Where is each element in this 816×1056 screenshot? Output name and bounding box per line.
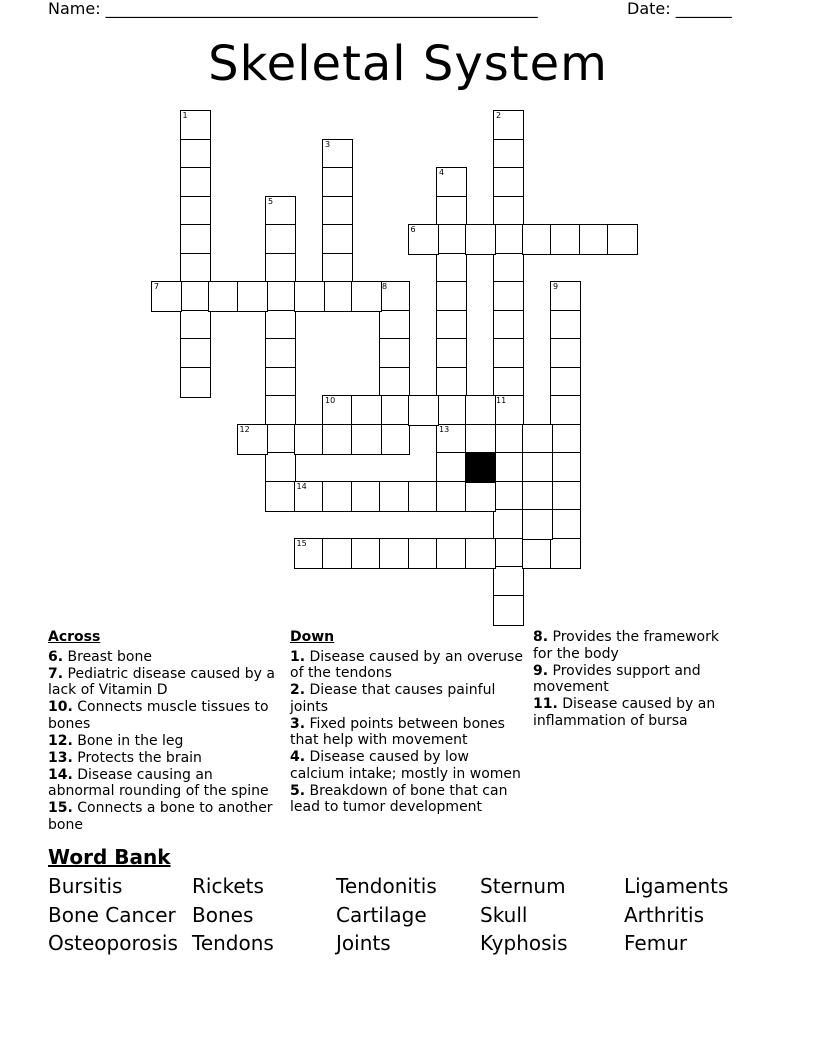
clue-number: 13 bbox=[439, 424, 450, 434]
crossword-cell[interactable] bbox=[351, 395, 382, 426]
crossword-cell[interactable] bbox=[351, 481, 382, 512]
crossword-cell[interactable] bbox=[436, 367, 467, 398]
word-bank-word: Joints bbox=[336, 931, 391, 955]
crossword-cell[interactable] bbox=[465, 395, 496, 426]
across-clue: 13. Protects the brain bbox=[48, 749, 202, 766]
crossword-cell[interactable] bbox=[379, 481, 410, 512]
crossword-cell[interactable] bbox=[550, 509, 581, 540]
crossword-cell[interactable] bbox=[607, 224, 638, 255]
crossword-cell[interactable] bbox=[493, 566, 524, 597]
crossword-cell[interactable] bbox=[493, 167, 524, 198]
crossword-cell[interactable] bbox=[436, 253, 467, 284]
crossword-cell[interactable] bbox=[180, 310, 211, 341]
clue-number: 9 bbox=[553, 282, 559, 291]
crossword-cell[interactable] bbox=[522, 509, 553, 540]
clue-number: 11 bbox=[496, 396, 507, 405]
down-clues-left bbox=[290, 629, 526, 816]
date-field-label: Date: _______ bbox=[627, 0, 732, 18]
crossword-cell[interactable] bbox=[265, 224, 296, 255]
crossword-cell[interactable] bbox=[436, 424, 467, 455]
clue-number: 7 bbox=[154, 282, 160, 291]
crossword-cell[interactable] bbox=[550, 224, 581, 255]
crossword-cell[interactable] bbox=[294, 481, 325, 512]
crossword-cell[interactable] bbox=[265, 281, 296, 312]
down-clue: 1. Disease caused by an overuse of the tendons bbox=[290, 648, 523, 681]
crossword-cell[interactable] bbox=[322, 139, 353, 170]
across-clue: 12. Bone in the leg bbox=[48, 732, 184, 749]
crossword-cell[interactable] bbox=[493, 538, 524, 569]
down-clue: 11. Disease caused by an inflammation of bursa bbox=[533, 696, 716, 729]
across-clue: 6. Breast bone bbox=[48, 648, 152, 665]
crossword-cell[interactable] bbox=[493, 452, 524, 483]
crossword-cell[interactable] bbox=[180, 224, 211, 255]
across-clues bbox=[48, 629, 280, 834]
crossword-cell[interactable] bbox=[436, 196, 467, 227]
crossword-cell[interactable] bbox=[180, 167, 211, 198]
crossword-cell[interactable] bbox=[408, 481, 439, 512]
down-clue: 3. Fixed points between bones that help with movement bbox=[290, 715, 505, 748]
crossword-cell[interactable] bbox=[180, 281, 211, 312]
word-bank-word: Femur bbox=[624, 931, 688, 955]
crossword-cell[interactable] bbox=[550, 424, 581, 455]
down-clues-right bbox=[533, 629, 733, 730]
down-clue: 5. Breakdown of bone that can lead to tumor development bbox=[290, 782, 508, 815]
crossword-cell[interactable] bbox=[465, 224, 496, 255]
word-bank-word: Sternum bbox=[480, 874, 566, 898]
crossword-cell[interactable] bbox=[493, 338, 524, 369]
crossword-cell[interactable] bbox=[379, 367, 410, 398]
crossword-cell[interactable] bbox=[322, 196, 353, 227]
word-bank-word: Tendons bbox=[192, 931, 274, 955]
crossword-cell[interactable] bbox=[550, 481, 581, 512]
crossword-cell[interactable] bbox=[436, 338, 467, 369]
word-bank-word: Osteoporosis bbox=[48, 931, 178, 955]
crossword-cell[interactable] bbox=[522, 538, 553, 569]
crossword-cell[interactable] bbox=[493, 509, 524, 540]
crossword-cell[interactable] bbox=[408, 395, 439, 426]
word-bank-word: Bone Cancer bbox=[48, 903, 176, 927]
crossword-cell[interactable] bbox=[322, 224, 353, 255]
crossword-cell[interactable] bbox=[522, 481, 553, 512]
crossword-cell[interactable] bbox=[436, 224, 467, 255]
crossword-cell[interactable] bbox=[265, 452, 296, 483]
crossword-cell[interactable] bbox=[436, 452, 467, 483]
word-bank-word: Arthritis bbox=[624, 903, 705, 927]
clue-number: 2 bbox=[496, 111, 502, 120]
down-clue: 2. Diease that causes painful joints bbox=[290, 682, 496, 715]
crossword-cell[interactable] bbox=[550, 452, 581, 483]
crossword-cell[interactable] bbox=[265, 253, 296, 284]
crossword-cell[interactable] bbox=[208, 281, 239, 312]
crossword-cell[interactable] bbox=[550, 538, 581, 569]
crossword-cell[interactable] bbox=[436, 395, 467, 426]
clue-number: 14 bbox=[296, 481, 307, 491]
crossword-cell[interactable] bbox=[436, 281, 467, 312]
crossword-cell[interactable] bbox=[265, 310, 296, 341]
crossword-cell[interactable] bbox=[436, 481, 467, 512]
crossword-cell[interactable] bbox=[408, 538, 439, 569]
crossword-cell[interactable] bbox=[237, 424, 268, 455]
crossword-cell[interactable] bbox=[493, 424, 524, 455]
crossword-cell[interactable] bbox=[294, 424, 325, 455]
crossword-cell[interactable] bbox=[351, 281, 382, 312]
crossword-cell[interactable] bbox=[265, 481, 296, 512]
crossword-cell[interactable] bbox=[265, 338, 296, 369]
crossword-cell[interactable] bbox=[436, 167, 467, 198]
crossword-cell[interactable] bbox=[465, 481, 496, 512]
across-clue: 7. Pediatric disease caused by a lack of Vitamin D bbox=[48, 665, 275, 698]
crossword-cell[interactable] bbox=[550, 281, 581, 312]
crossword-cell[interactable] bbox=[465, 424, 496, 455]
crossword-cell[interactable] bbox=[265, 395, 296, 426]
crossword-cell[interactable] bbox=[550, 310, 581, 341]
word-bank-word: Cartilage bbox=[336, 903, 427, 927]
crossword-cell[interactable] bbox=[493, 224, 524, 255]
crossword-cell[interactable] bbox=[265, 367, 296, 398]
crossword-cell[interactable] bbox=[493, 281, 524, 312]
crossword-cell[interactable] bbox=[379, 281, 410, 312]
down-clue: 9. Provides support and movement bbox=[533, 662, 701, 695]
crossword-cell[interactable] bbox=[265, 424, 296, 455]
crossword-cell[interactable] bbox=[493, 367, 524, 398]
crossword-cell[interactable] bbox=[265, 196, 296, 227]
across-clue: 15. Connects a bone to another bone bbox=[48, 800, 273, 833]
crossword-cell[interactable] bbox=[493, 110, 524, 141]
crossword-cell[interactable] bbox=[493, 196, 524, 227]
crossword-cell[interactable] bbox=[550, 395, 581, 426]
crossword-cell[interactable] bbox=[379, 310, 410, 341]
crossword-cell[interactable] bbox=[493, 595, 524, 626]
crossword-cell[interactable] bbox=[436, 310, 467, 341]
word-bank-word: Rickets bbox=[192, 874, 264, 898]
down-clue: 8. Provides the framework for the body bbox=[533, 629, 719, 662]
crossword-cell[interactable] bbox=[180, 253, 211, 284]
word-bank-word: Ligaments bbox=[624, 874, 729, 898]
clue-number: 6 bbox=[410, 225, 416, 234]
crossword-cell[interactable] bbox=[322, 395, 353, 426]
clue-number: 4 bbox=[439, 168, 445, 177]
crossword-cell[interactable] bbox=[550, 367, 581, 398]
crossword-cell[interactable] bbox=[436, 538, 467, 569]
crossword-cell[interactable] bbox=[322, 538, 353, 569]
word-bank-word: Skull bbox=[480, 903, 528, 927]
crossword-cell[interactable] bbox=[294, 281, 325, 312]
clue-number: 5 bbox=[268, 196, 274, 206]
crossword-cell[interactable] bbox=[180, 367, 211, 398]
word-bank-word: Tendonitis bbox=[336, 874, 437, 898]
crossword-cell[interactable] bbox=[294, 538, 325, 569]
clue-number: 12 bbox=[239, 424, 250, 434]
clue-number: 10 bbox=[325, 396, 336, 405]
crossword-cell[interactable] bbox=[493, 395, 524, 426]
clue-number: 3 bbox=[325, 139, 331, 149]
word-bank-word: Kyphosis bbox=[480, 931, 568, 955]
across-clue: 14. Disease causing an abnormal rounding of the spine bbox=[48, 766, 269, 799]
crossword-cell[interactable] bbox=[493, 310, 524, 341]
crossword-cell[interactable] bbox=[379, 424, 410, 455]
across-heading: Across bbox=[48, 629, 101, 645]
clue-number: 15 bbox=[296, 538, 307, 548]
crossword-block bbox=[465, 452, 496, 483]
crossword-cell[interactable] bbox=[180, 139, 211, 170]
down-clue: 4. Disease caused by low calcium intake; mostly in women bbox=[290, 749, 521, 782]
crossword-cell[interactable] bbox=[322, 481, 353, 512]
crossword-cell[interactable] bbox=[493, 481, 524, 512]
crossword-cell[interactable] bbox=[550, 338, 581, 369]
down-heading: Down bbox=[290, 629, 335, 645]
crossword-cell[interactable] bbox=[180, 110, 211, 141]
crossword-cell[interactable] bbox=[151, 281, 182, 312]
page-title: Skeletal System bbox=[208, 36, 608, 92]
crossword-cell[interactable] bbox=[522, 424, 553, 455]
name-field-label: Name: ______________________________________________________ bbox=[48, 0, 538, 18]
crossword-cell[interactable] bbox=[408, 224, 439, 255]
clue-number: 8 bbox=[382, 282, 388, 291]
crossword-cell[interactable] bbox=[322, 167, 353, 198]
crossword-cell[interactable] bbox=[322, 281, 353, 312]
crossword-cell[interactable] bbox=[351, 538, 382, 569]
crossword-cell[interactable] bbox=[379, 395, 410, 426]
crossword-cell[interactable] bbox=[180, 338, 211, 369]
crossword-cell[interactable] bbox=[465, 538, 496, 569]
crossword-cell[interactable] bbox=[493, 139, 524, 170]
crossword-cell[interactable] bbox=[579, 224, 610, 255]
crossword-cell[interactable] bbox=[379, 338, 410, 369]
crossword-cell[interactable] bbox=[180, 196, 211, 227]
crossword-cell[interactable] bbox=[493, 253, 524, 284]
crossword-cell[interactable] bbox=[322, 253, 353, 284]
crossword-cell[interactable] bbox=[322, 424, 353, 455]
across-clue: 10. Connects muscle tissues to bones bbox=[48, 699, 269, 732]
crossword-cell[interactable] bbox=[379, 538, 410, 569]
crossword-cell[interactable] bbox=[351, 424, 382, 455]
word-bank-word: Bones bbox=[192, 903, 254, 927]
crossword-cell[interactable] bbox=[522, 452, 553, 483]
word-bank-title: Word Bank bbox=[48, 845, 171, 869]
crossword-cell[interactable] bbox=[522, 224, 553, 255]
word-bank-word: Bursitis bbox=[48, 874, 123, 898]
clue-number: 1 bbox=[182, 111, 188, 120]
crossword-cell[interactable] bbox=[237, 281, 268, 312]
